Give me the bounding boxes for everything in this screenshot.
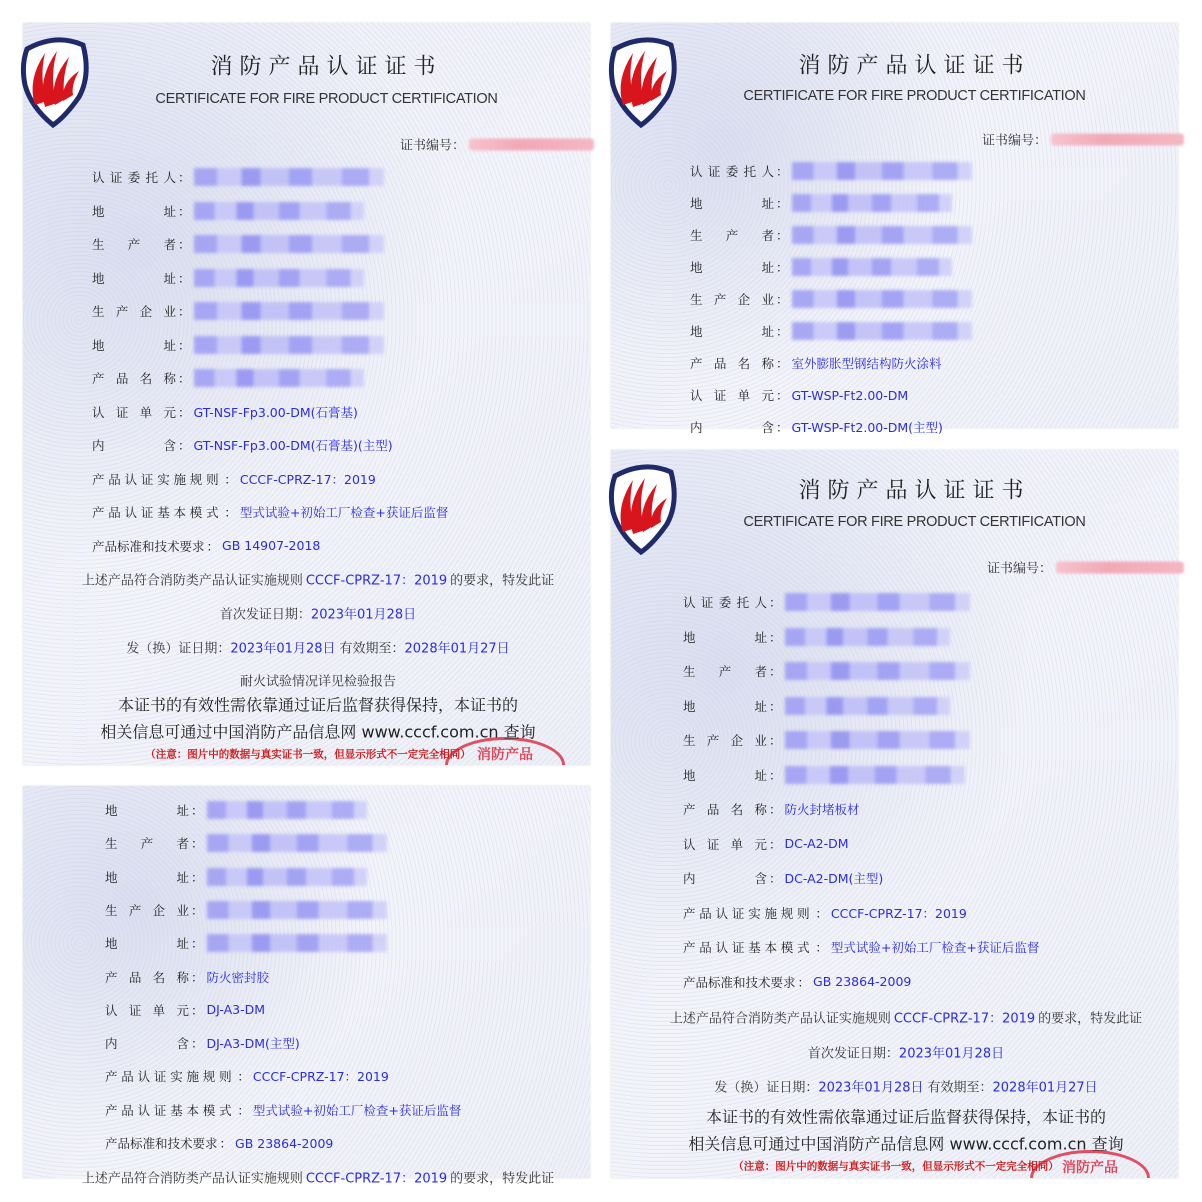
field-value: DC-A2-DM — [784, 836, 849, 851]
certificate-title: 消防产品认证证书 — [798, 53, 1031, 79]
official-seal-stamp: 消防产品 — [1030, 1150, 1150, 1178]
statement-suffix: 的要求，特发此证 — [450, 573, 555, 589]
field-row — [92, 537, 320, 555]
field-row — [105, 1101, 461, 1119]
issue-label: 发（换）证日期： — [714, 1080, 819, 1096]
certificate-number — [400, 135, 594, 154]
certificate-number-redacted — [469, 138, 594, 150]
field-colon: ： — [178, 371, 191, 386]
field-label: 产品认证实施规则 — [105, 1069, 236, 1085]
field-colon: ： — [769, 767, 782, 783]
field-colon: ： — [776, 356, 789, 371]
field-row — [105, 1034, 300, 1052]
issue-date — [714, 1077, 1097, 1096]
field-colon: ： — [776, 164, 789, 179]
statement-prefix: 上述产品符合消防类产品认证实施规则 — [669, 1011, 891, 1027]
field-colon: ： — [178, 337, 191, 353]
field-row — [105, 934, 387, 952]
redacted-value — [207, 901, 387, 919]
valid-until-label: 有效期至： — [339, 641, 405, 657]
field-label: 产品认证基本模式 — [105, 1102, 236, 1118]
statement-rule: CCCF-CPRZ-17：2019 — [893, 1011, 1036, 1027]
field-label: 产品认证基本模式 — [683, 940, 814, 955]
first-issue-value: 2023年01月28日 — [898, 1046, 1005, 1062]
field-row — [690, 162, 972, 180]
field-colon: ： — [178, 203, 191, 219]
field-colon: ： — [769, 871, 782, 886]
field-label: 地址 — [690, 260, 774, 275]
field-colon: ： — [191, 969, 204, 985]
field-row — [683, 869, 883, 887]
field-colon: ： — [776, 196, 789, 211]
field-label: 内含 — [92, 438, 176, 453]
field-value: GT-WSP-Ft2.00-DM — [791, 387, 909, 403]
field-value: 室外膨胀型钢结构防火涂料 — [791, 356, 942, 371]
first-issue-date — [808, 1043, 1004, 1062]
field-row — [105, 1001, 265, 1019]
field-row — [690, 194, 952, 212]
field-label: 地址 — [105, 803, 189, 818]
redacted-value — [792, 258, 952, 276]
field-row — [105, 1067, 389, 1085]
field-row — [690, 354, 942, 372]
redacted-value — [785, 628, 950, 646]
first-issue-label: 首次发证日期： — [807, 1046, 899, 1062]
redacted-value — [792, 290, 972, 308]
disclaimer-notice: （注意：图片中的数据与真实证书一致，但显示形式不一定完全相同） — [145, 748, 471, 761]
first-issue-date — [220, 604, 416, 623]
field-colon: ： — [224, 505, 237, 520]
field-value: CCCF-CPRZ-17：2019 — [239, 471, 376, 487]
field-label: 产品名称 — [683, 802, 767, 817]
field-label: 认证单元 — [690, 388, 774, 403]
field-label: 产品标准和技术要求 — [683, 974, 796, 990]
field-colon: ： — [191, 836, 204, 852]
redacted-value — [194, 369, 364, 387]
field-colon: ： — [776, 324, 789, 339]
field-colon: ： — [769, 629, 782, 645]
field-colon: ： — [776, 420, 789, 435]
field-row — [105, 868, 367, 886]
field-row — [92, 168, 384, 186]
field-colon: ： — [776, 228, 789, 243]
certificate-number-redacted — [1056, 561, 1184, 573]
field-row — [92, 470, 376, 488]
field-colon: ： — [815, 905, 828, 921]
field-colon: ： — [178, 404, 191, 420]
field-label: 产品认证基本模式 — [92, 505, 223, 520]
field-colon: ： — [178, 270, 191, 286]
field-row — [105, 801, 367, 819]
field-colon: ： — [219, 1136, 233, 1151]
field-label: 生产企业 — [683, 733, 767, 748]
field-colon: ： — [769, 664, 782, 679]
validity-text-line: 相关信息可通过中国消防产品信息网 www.cccf.com.cn 查询 — [688, 1134, 1124, 1154]
field-row — [92, 369, 364, 387]
field-colon: ： — [769, 836, 782, 852]
validity-text-line: 本证书的有效性需依靠通过证后监督获得保持，本证书的 — [117, 695, 519, 715]
certificate-subtitle: CERTIFICATE FOR FIRE PRODUCT CERTIFICATION — [155, 91, 498, 107]
field-label: 产品名称 — [690, 356, 774, 371]
field-colon: ： — [776, 292, 789, 307]
field-value: GT-NSF-Fp3.00-DM(石膏基) — [193, 404, 358, 420]
field-row — [92, 302, 384, 320]
redacted-value — [792, 322, 972, 340]
field-colon: ： — [191, 902, 204, 918]
field-row — [683, 904, 967, 922]
field-label: 认证委托人 — [690, 164, 774, 179]
field-label: 地址 — [683, 698, 767, 714]
field-label: 内含 — [105, 1036, 189, 1052]
redacted-value — [194, 202, 364, 220]
fire-certification-logo-icon — [609, 462, 679, 558]
issue-value: 2023年01月28日 — [230, 641, 336, 657]
redacted-value — [194, 302, 384, 320]
issue-date — [126, 638, 509, 657]
field-label: 认证委托人 — [92, 170, 176, 185]
field-value: GT-NSF-Fp3.00-DM(石膏基)(主型) — [193, 438, 393, 453]
statement-rule: CCCF-CPRZ-17：2019 — [305, 1171, 448, 1187]
field-value: CCCF-CPRZ-17：2019 — [252, 1069, 389, 1085]
field-value: GT-WSP-Ft2.00-DM(主型) — [791, 420, 943, 435]
field-colon: ： — [769, 733, 782, 748]
certificate-title: 消防产品认证证书 — [210, 54, 443, 80]
field-row — [683, 593, 970, 611]
official-seal-stamp: 消防产品 — [445, 737, 565, 765]
certificate-number-label: 证书编号： — [987, 561, 1053, 577]
field-label: 产品认证实施规则 — [683, 905, 814, 921]
field-row — [683, 766, 965, 784]
field-label: 产品名称 — [105, 969, 189, 985]
field-row — [683, 731, 970, 749]
certificate-number — [987, 558, 1184, 577]
statement-suffix: 的要求，特发此证 — [1038, 1011, 1143, 1027]
field-colon: ： — [191, 803, 204, 818]
statement-rule: CCCF-CPRZ-17：2019 — [305, 573, 448, 589]
field-label: 地址 — [92, 203, 176, 219]
field-label: 认证单元 — [92, 404, 176, 420]
field-row — [92, 436, 393, 454]
redacted-value — [194, 235, 384, 253]
redacted-value — [785, 662, 970, 680]
field-label: 地址 — [690, 196, 774, 211]
field-row — [683, 973, 911, 991]
field-colon: ： — [769, 595, 782, 610]
field-label: 产品名称 — [92, 371, 176, 386]
disclaimer-notice: （注意：图片中的数据与真实证书一致，但显示形式不一定完全相同） — [733, 1160, 1059, 1173]
certificate-number-label: 证书编号： — [400, 138, 466, 154]
valid-until-label: 有效期至： — [927, 1080, 993, 1096]
field-colon: ： — [191, 1036, 204, 1052]
field-label: 地址 — [683, 767, 767, 783]
field-row — [683, 938, 1039, 956]
certificate-number-redacted — [1051, 133, 1184, 145]
field-label: 地址 — [92, 270, 176, 286]
field-label: 认证委托人 — [683, 595, 767, 610]
field-value: 型式试验+初始工厂检查+获证后监督 — [239, 505, 449, 520]
redacted-value — [785, 697, 950, 715]
field-colon: ： — [191, 936, 204, 952]
field-row — [690, 418, 943, 436]
issue-label: 发（换）证日期： — [126, 641, 231, 657]
redacted-value — [207, 834, 387, 852]
field-value: CCCF-CPRZ-17：2019 — [830, 905, 967, 921]
certificate-number — [982, 130, 1184, 149]
field-colon: ： — [769, 698, 782, 714]
certificate-panel — [23, 23, 590, 765]
field-row — [690, 290, 972, 308]
field-value: GB 23864-2009 — [235, 1135, 334, 1151]
redacted-value — [792, 226, 972, 244]
field-row — [105, 1134, 333, 1152]
field-value: GB 14907-2018 — [222, 538, 321, 553]
statement-prefix: 上述产品符合消防类产品认证实施规则 — [81, 1171, 303, 1187]
field-row — [105, 901, 387, 919]
first-issue-value: 2023年01月28日 — [310, 607, 417, 623]
field-label: 生产者 — [683, 664, 767, 679]
conformity-statement — [82, 1168, 554, 1187]
redacted-value — [194, 168, 384, 186]
field-label: 认证单元 — [683, 836, 767, 852]
field-colon: ： — [815, 940, 828, 955]
field-label: 地址 — [92, 337, 176, 353]
certificate-subtitle: CERTIFICATE FOR FIRE PRODUCT CERTIFICATION — [743, 88, 1086, 104]
valid-until-value: 2028年01月27日 — [992, 1080, 1098, 1096]
field-row — [683, 800, 860, 818]
field-row — [105, 968, 269, 986]
redacted-value — [785, 593, 970, 611]
field-colon: ： — [776, 260, 789, 275]
statement-prefix: 上述产品符合消防类产品认证实施规则 — [81, 573, 303, 589]
field-row — [690, 258, 952, 276]
redacted-value — [207, 934, 387, 952]
field-value: DJ-A3-DM — [206, 1002, 266, 1018]
field-row — [92, 336, 384, 354]
conformity-statement — [82, 570, 554, 589]
field-label: 地址 — [683, 629, 767, 645]
certificate-number-label: 证书编号： — [982, 133, 1048, 149]
field-label: 认证单元 — [105, 1002, 189, 1018]
field-value: 防火封堵板材 — [784, 802, 860, 817]
field-row — [683, 628, 950, 646]
field-label: 生产者 — [105, 836, 189, 852]
field-row — [92, 235, 384, 253]
field-row — [92, 202, 364, 220]
redacted-value — [785, 766, 965, 784]
validity-text-line: 相关信息可通过中国消防产品信息网 www.cccf.com.cn 查询 — [100, 722, 536, 742]
field-label: 生产企业 — [690, 292, 774, 307]
field-colon: ： — [206, 538, 220, 554]
field-colon: ： — [769, 802, 782, 817]
field-label: 内含 — [683, 871, 767, 886]
certificate-panel — [23, 786, 590, 1187]
field-row — [690, 322, 972, 340]
field-row — [92, 269, 364, 287]
fire-certification-logo-icon — [21, 35, 91, 131]
certificate-title: 消防产品认证证书 — [798, 478, 1031, 504]
field-label: 内含 — [690, 420, 774, 435]
field-label: 地址 — [105, 869, 189, 885]
field-label: 地址 — [105, 936, 189, 952]
field-colon: ： — [178, 304, 191, 319]
field-value: GB 23864-2009 — [813, 974, 912, 989]
redacted-value — [792, 162, 972, 180]
redacted-value — [194, 269, 364, 287]
field-colon: ： — [178, 170, 191, 185]
field-row — [690, 386, 908, 404]
field-value: 型式试验+初始工厂检查+获证后监督 — [252, 1102, 462, 1118]
first-issue-label: 首次发证日期： — [219, 607, 311, 623]
field-colon: ： — [191, 869, 204, 885]
field-colon: ： — [776, 388, 789, 403]
redacted-value — [207, 801, 367, 819]
redacted-value — [792, 194, 952, 212]
fire-certification-logo-icon — [609, 35, 679, 131]
certificate-subtitle: CERTIFICATE FOR FIRE PRODUCT CERTIFICATION — [743, 514, 1086, 530]
issue-value: 2023年01月28日 — [818, 1080, 924, 1096]
field-row — [683, 662, 970, 680]
statement-suffix: 的要求，特发此证 — [450, 1171, 555, 1187]
redacted-value — [785, 731, 970, 749]
field-value: DJ-A3-DM(主型) — [206, 1036, 300, 1052]
validity-text-line: 本证书的有效性需依靠通过证后监督获得保持，本证书的 — [705, 1107, 1107, 1127]
field-colon: ： — [178, 438, 191, 453]
field-value: DC-A2-DM(主型) — [784, 871, 884, 886]
field-colon: ： — [237, 1102, 250, 1118]
fire-test-note: 耐火试验情况详见检验报告 — [239, 674, 397, 690]
field-label: 生产企业 — [92, 304, 176, 319]
field-colon: ： — [224, 471, 237, 487]
field-label: 生产者 — [92, 237, 176, 252]
field-row — [683, 835, 849, 853]
field-label: 产品认证实施规则 — [92, 471, 223, 487]
certificate-panel — [611, 450, 1178, 1178]
field-row — [683, 697, 950, 715]
field-row — [92, 403, 358, 421]
field-label: 生产者 — [690, 228, 774, 243]
field-row — [690, 226, 972, 244]
field-label: 产品标准和技术要求 — [92, 538, 205, 554]
field-colon: ： — [237, 1069, 250, 1085]
redacted-value — [207, 868, 367, 886]
redacted-value — [194, 336, 384, 354]
field-colon: ： — [797, 974, 811, 990]
field-label: 产品标准和技术要求 — [105, 1136, 218, 1151]
field-colon: ： — [178, 237, 191, 252]
field-label: 生产企业 — [105, 902, 189, 918]
field-row — [105, 834, 387, 852]
field-value: 防火密封胶 — [206, 969, 270, 985]
field-value: 型式试验+初始工厂检查+获证后监督 — [830, 940, 1040, 955]
conformity-statement — [670, 1008, 1142, 1027]
certificate-panel — [611, 23, 1178, 435]
field-row — [92, 503, 448, 521]
field-colon: ： — [191, 1002, 204, 1018]
valid-until-value: 2028年01月27日 — [404, 641, 510, 657]
field-label: 地址 — [690, 324, 774, 339]
